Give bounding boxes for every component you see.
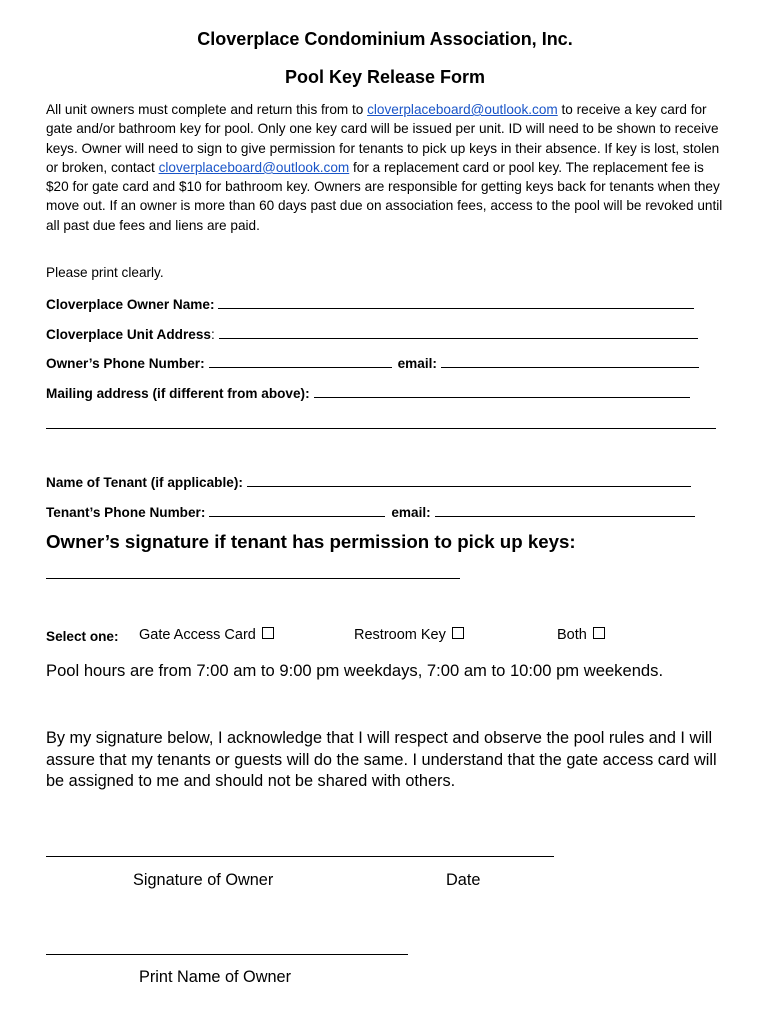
- key-type-selector: [46, 627, 736, 647]
- unit-address-label-colon: :: [210, 327, 215, 342]
- owner-email-input[interactable]: [441, 354, 699, 368]
- owner-phone-label: Owner’s Phone Number:: [46, 356, 205, 371]
- option-both[interactable]: [557, 627, 605, 643]
- unit-address-label: [46, 327, 215, 342]
- owner-name-label: Cloverplace Owner Name:: [46, 297, 215, 312]
- board-email-link-1[interactable]: cloverplaceboard@outlook.com: [367, 102, 558, 117]
- gate-access-card-checkbox[interactable]: [262, 627, 274, 639]
- restroom-key-checkbox[interactable]: [452, 627, 464, 639]
- owner-email-label: email:: [397, 356, 437, 371]
- option-gate-access-card-label: Gate Access Card: [139, 627, 256, 643]
- option-both-label: Both: [557, 627, 587, 643]
- acknowledgement-paragraph: By my signature below, I acknowledge that I will respect and observe the pool rules and I will assure that my tenants or guests will do the same. I understand that the gate access card will be assigned to me and should not be shared with others.: [46, 729, 717, 791]
- intro-text-1: All unit owners must complete and return this from to: [46, 102, 368, 117]
- print-clearly-note: Please print clearly.: [46, 265, 164, 280]
- mailing-address-label: Mailing address (if different from above):: [46, 386, 310, 401]
- print-name-of-owner-caption: Print Name of Owner: [139, 968, 292, 986]
- unit-address-label-text: Cloverplace Unit Address: [46, 327, 211, 342]
- intro-paragraph: [46, 100, 728, 235]
- tenant-name-input[interactable]: [247, 473, 691, 487]
- select-one-label: Select one:: [46, 629, 119, 644]
- print-name-line[interactable]: [46, 954, 408, 955]
- tenant-email-label: email:: [391, 505, 431, 520]
- mailing-address-input[interactable]: [314, 384, 690, 398]
- tenant-phone-input[interactable]: [209, 503, 385, 517]
- both-checkbox[interactable]: [593, 627, 605, 639]
- tenant-contact-field: [46, 503, 695, 520]
- mailing-address-field: [46, 384, 690, 401]
- owner-name-input[interactable]: [218, 295, 694, 309]
- owner-signature-heading: Owner’s signature if tenant has permission to pick up keys:: [46, 531, 576, 552]
- board-email-link-2[interactable]: cloverplaceboard@outlook.com: [158, 159, 350, 175]
- owner-phone-input[interactable]: [209, 354, 392, 368]
- unit-address-field: [46, 325, 698, 342]
- mailing-address-second-line[interactable]: [46, 428, 716, 429]
- tenant-phone-label: Tenant’s Phone Number:: [46, 505, 206, 520]
- option-gate-access-card[interactable]: [139, 627, 274, 643]
- tenant-name-field: [46, 473, 691, 490]
- option-restroom-key[interactable]: [354, 627, 464, 643]
- tenant-name-label: Name of Tenant (if applicable):: [46, 475, 243, 490]
- owner-contact-field: [46, 354, 699, 371]
- unit-address-input[interactable]: [219, 325, 698, 339]
- pool-hours-text: Pool hours are from 7:00 am to 9:00 pm weekdays, 7:00 am to 10:00 pm weekends.: [46, 661, 664, 680]
- owner-name-field: [46, 295, 694, 312]
- option-restroom-key-label: Restroom Key: [354, 627, 446, 643]
- intro-text-2: to receive a key card for gate and/or bathroom key for pool. Only one key card will be issued per unit. ID will need to be shown to receive keys. Owner will need to sign to give permission for tenants to pick up keys in their absence. If key is lost, stolen or broken, contact: [46, 102, 720, 175]
- owner-permission-signature-line[interactable]: [46, 578, 460, 579]
- tenant-email-input[interactable]: [435, 503, 695, 517]
- intro-text-3: for a replacement card or pool key. The replacement fee is $20 for gate card and $10 for bathroom key. Owners are responsible for getting keys back for tenants when they move out. If an owner is more than 60 days past due on association fees, access to the pool will be revoked until all past due fees and liens are paid.: [46, 159, 723, 233]
- signature-of-owner-caption: Signature of Owner: [133, 871, 274, 889]
- owner-signature-date-line[interactable]: [46, 856, 554, 857]
- form-title: Pool Key Release Form: [284, 67, 486, 87]
- organization-title: Cloverplace Condominium Association, Inc.: [197, 29, 573, 49]
- date-caption: Date: [446, 871, 481, 889]
